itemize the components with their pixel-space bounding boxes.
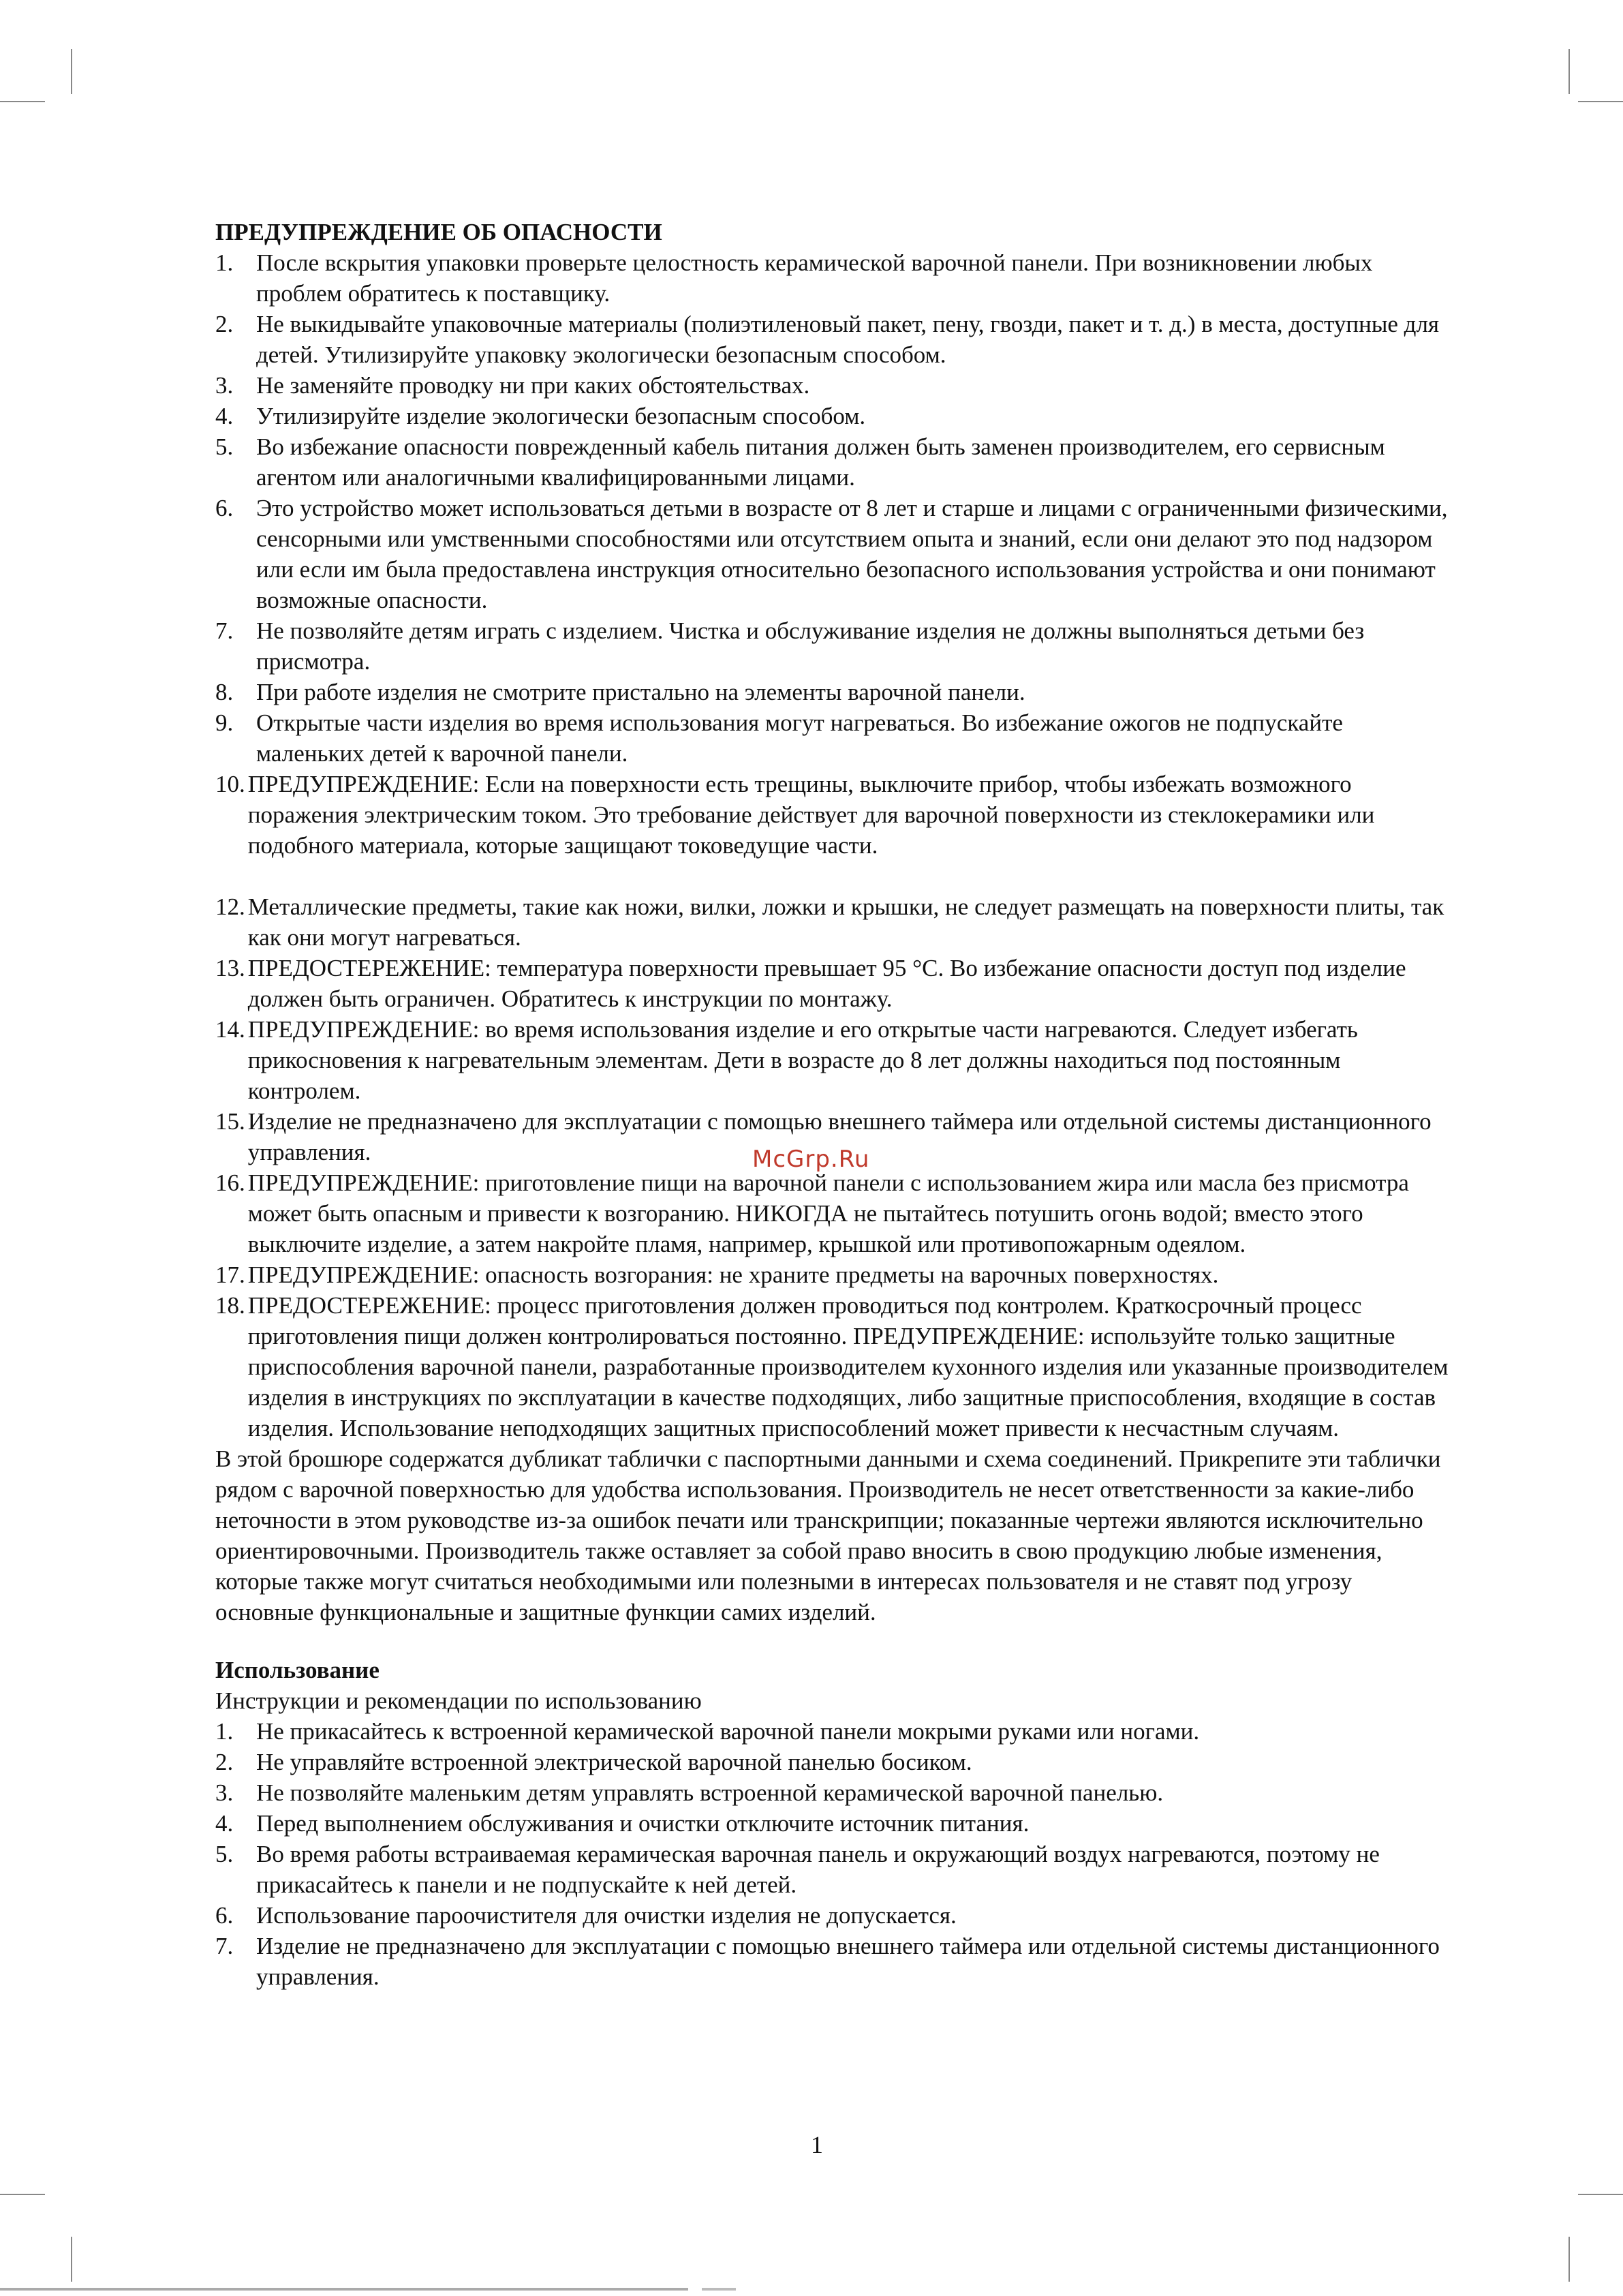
list-item xyxy=(215,1931,1455,1992)
list-item xyxy=(215,615,1455,677)
list-item xyxy=(215,1716,1455,1747)
item-text: Не управляйте встроенной электрической варочной панелью босиком. xyxy=(256,1749,972,1775)
list-item xyxy=(215,1747,1455,1777)
list-item xyxy=(215,493,1455,615)
item-number: 1. xyxy=(215,249,234,276)
crop-mark xyxy=(0,101,45,102)
usage-heading: Использование xyxy=(215,1657,380,1683)
item-number: 8. xyxy=(215,679,234,705)
item-text: Во время работы встраиваемая керамическая варочная панель и окружающий воздух нагреваются, поэтому не прикасайтесь к панели и не подпускайте к ней детей. xyxy=(256,1841,1380,1898)
document-body xyxy=(215,217,1455,1992)
item-text: Не выкидывайте упаковочные материалы (полиэтиленовый пакет, пену, гвозди, пакет и т. д.) в места, доступные для детей. Утилизируйте упаковку экологически безопасным способом. xyxy=(256,311,1440,368)
item-text: Изделие не предназначено для эксплуатации с помощью внешнего таймера или отдельной системы дистанционного управления. xyxy=(256,1933,1440,1990)
crop-mark xyxy=(0,2194,45,2195)
crop-mark xyxy=(1578,101,1623,102)
list-item xyxy=(215,309,1455,370)
item-number: 6. xyxy=(215,1902,234,1929)
item-number: 13. xyxy=(215,955,245,981)
item-number: 2. xyxy=(215,311,234,337)
item-number: 12. xyxy=(215,893,245,920)
list-item xyxy=(215,677,1455,707)
page-number: 1 xyxy=(811,2131,823,2158)
spacer xyxy=(215,1627,1455,1655)
item-number: 18. xyxy=(215,1292,245,1319)
item-number: 9. xyxy=(215,709,234,736)
item-number: 5. xyxy=(215,433,234,460)
usage-list xyxy=(215,1716,1455,1992)
item-text: Не позволяйте детям играть с изделием. Чистка и обслуживание изделия не должны выполняться детьми без присмотра. xyxy=(256,617,1365,675)
item-number: 3. xyxy=(215,372,234,399)
item-text: ПРЕДУПРЕЖДЕНИЕ: во время использования изделие и его открытые части нагреваются. Следует избегать прикосновения к нагревательным элементам. Дети в возрасте до 8 лет должны находиться под постоянным контролем. xyxy=(247,1016,1358,1104)
list-item xyxy=(215,370,1455,401)
list-item xyxy=(215,401,1455,431)
item-text: Металлические предметы, такие как ножи, вилки, ложки и крышки, не следует размещать на поверхности плиты, так как они могут нагреваться. xyxy=(247,893,1444,951)
item-text: ПРЕДОСТЕРЕЖЕНИЕ: температура поверхности превышает 95 °C. Во избежание опасности доступ под изделие должен быть ограничен. Обратитесь к инструкции по монтажу. xyxy=(247,955,1406,1012)
item-number: 15. xyxy=(215,1108,245,1135)
warnings-list-a xyxy=(215,247,1455,861)
list-item xyxy=(215,1900,1455,1931)
item-text: Во избежание опасности поврежденный кабель питания должен быть заменен производителем, его сервисным агентом или аналогичными квалифицированными лицами. xyxy=(256,433,1385,491)
item-text: Это устройство может использоваться детьми в возрасте от 8 лет и старше и лицами с ограниченными физическими, сенсорными или умственными способностями или отсутствием опыта и знаний, если они делают это под надзором или если им была предоставлена инструкция относительно безопасного использования устройства и они понимают возможные опасности. xyxy=(256,495,1448,613)
item-text: Изделие не предназначено для эксплуатации с помощью внешнего таймера или отдельной системы дистанционного управления. xyxy=(247,1108,1432,1165)
item-number: 3. xyxy=(215,1779,234,1806)
list-item xyxy=(215,1777,1455,1808)
item-text: Утилизируйте изделие экологически безопасным способом. xyxy=(256,403,866,429)
item-number: 16. xyxy=(215,1169,245,1196)
item-number: 4. xyxy=(215,403,234,429)
item-text: Не позволяйте маленьким детям управлять встроенной керамической варочной панелью. xyxy=(256,1779,1164,1806)
item-text: ПРЕДОСТЕРЕЖЕНИЕ: процесс приготовления должен проводиться под контролем. Краткосрочный процесс приготовления пищи должен контролироваться постоянно. ПРЕДУПРЕЖДЕНИЕ: используйте только защитные приспособления варочной панели, разработанные производителем кухонного изделия или указанные производителем изделия в инструкциях по эксплуатации в качестве подходящих, либо защитные приспособления, входящие в состав изделия. Использование неподходящих защитных приспособлений может привести к несчастным случаям. xyxy=(247,1292,1449,1441)
item-number: 7. xyxy=(215,1933,234,1959)
warnings-heading: ПРЕДУПРЕЖДЕНИЕ ОБ ОПАСНОСТИ xyxy=(215,219,662,245)
list-item xyxy=(215,1259,1455,1290)
list-item xyxy=(215,1167,1455,1259)
item-text: Не заменяйте проводку ни при каких обстоятельствах. xyxy=(256,372,810,399)
list-item xyxy=(215,1290,1455,1443)
spacer xyxy=(215,861,1455,891)
crop-mark xyxy=(1568,49,1570,94)
item-number: 4. xyxy=(215,1810,234,1837)
item-number: 2. xyxy=(215,1749,234,1775)
item-number: 5. xyxy=(215,1841,234,1867)
item-number: 10. xyxy=(215,771,245,797)
crop-mark xyxy=(1568,2237,1570,2282)
item-number: 14. xyxy=(215,1016,245,1043)
list-item xyxy=(215,1808,1455,1839)
item-number: 6. xyxy=(215,495,234,521)
footer-rule xyxy=(702,2288,736,2291)
item-number: 7. xyxy=(215,617,234,644)
list-item xyxy=(215,247,1455,309)
watermark: McGrp.Ru xyxy=(752,1146,870,1173)
crop-mark xyxy=(1578,2194,1623,2195)
closing-paragraph: В этой брошюре содержатся дубликат таблички с паспортными данными и схема соединений. Прикрепите эти таблички рядом с варочной поверхностью для удобства использования. Производитель не несет ответственности за какие-либо неточности в этом руководстве из-за ошибок печати или транскрипции; показанные чертежи являются исключительно ориентировочными. Производитель также оставляет за собой право вносить в свою продукцию любые изменения, которые также могут считаться необходимыми или полезными в интересах пользователя и не ставят под угрозу основные функциональные и защитные функции самих изделий. xyxy=(215,1445,1441,1625)
list-item xyxy=(215,707,1455,769)
crop-mark xyxy=(71,49,72,94)
list-item xyxy=(215,431,1455,493)
usage-subheading: Инструкции и рекомендации по использованию xyxy=(215,1687,702,1714)
item-text: При работе изделия не смотрите пристально на элементы варочной панели. xyxy=(256,679,1025,705)
item-text: ПРЕДУПРЕЖДЕНИЕ: Если на поверхности есть трещины, выключите прибор, чтобы избежать возможного поражения электрическим током. Это требование действует для варочной поверхности из стеклокерамики или подобного материала, которые защищают токоведущие части. xyxy=(247,771,1375,859)
item-number: 1. xyxy=(215,1718,234,1745)
item-text: ПРЕДУПРЕЖДЕНИЕ: опасность возгорания: не храните предметы на варочных поверхностях. xyxy=(247,1261,1219,1288)
list-item xyxy=(215,1014,1455,1106)
item-text: После вскрытия упаковки проверьте целостность керамической варочной панели. При возникновении любых проблем обратитесь к поставщику. xyxy=(256,249,1373,307)
list-item xyxy=(215,1839,1455,1900)
footer-rule xyxy=(0,2288,688,2291)
item-text: Перед выполнением обслуживания и очистки отключите источник питания. xyxy=(256,1810,1030,1837)
item-text: ПРЕДУПРЕЖДЕНИЕ: приготовление пищи на варочной панели с использованием жира или масла без присмотра может быть опасным и привести к возгоранию. НИКОГДА не пытайтесь потушить огонь водой; вместо этого выключите изделие, а затем накройте пламя, например, крышкой или противопожарным одеялом. xyxy=(247,1169,1409,1257)
item-text: Не прикасайтесь к встроенной керамической варочной панели мокрыми руками или ногами. xyxy=(256,1718,1200,1745)
item-text: Открытые части изделия во время использования могут нагреваться. Во избежание ожогов не подпускайте маленьких детей к варочной панели. xyxy=(256,709,1343,767)
item-text: Использование пароочистителя для очистки изделия не допускается. xyxy=(256,1902,957,1929)
list-item xyxy=(215,953,1455,1014)
crop-mark xyxy=(71,2237,72,2282)
item-number: 17. xyxy=(215,1261,245,1288)
list-item xyxy=(215,891,1455,953)
list-item xyxy=(215,769,1455,861)
